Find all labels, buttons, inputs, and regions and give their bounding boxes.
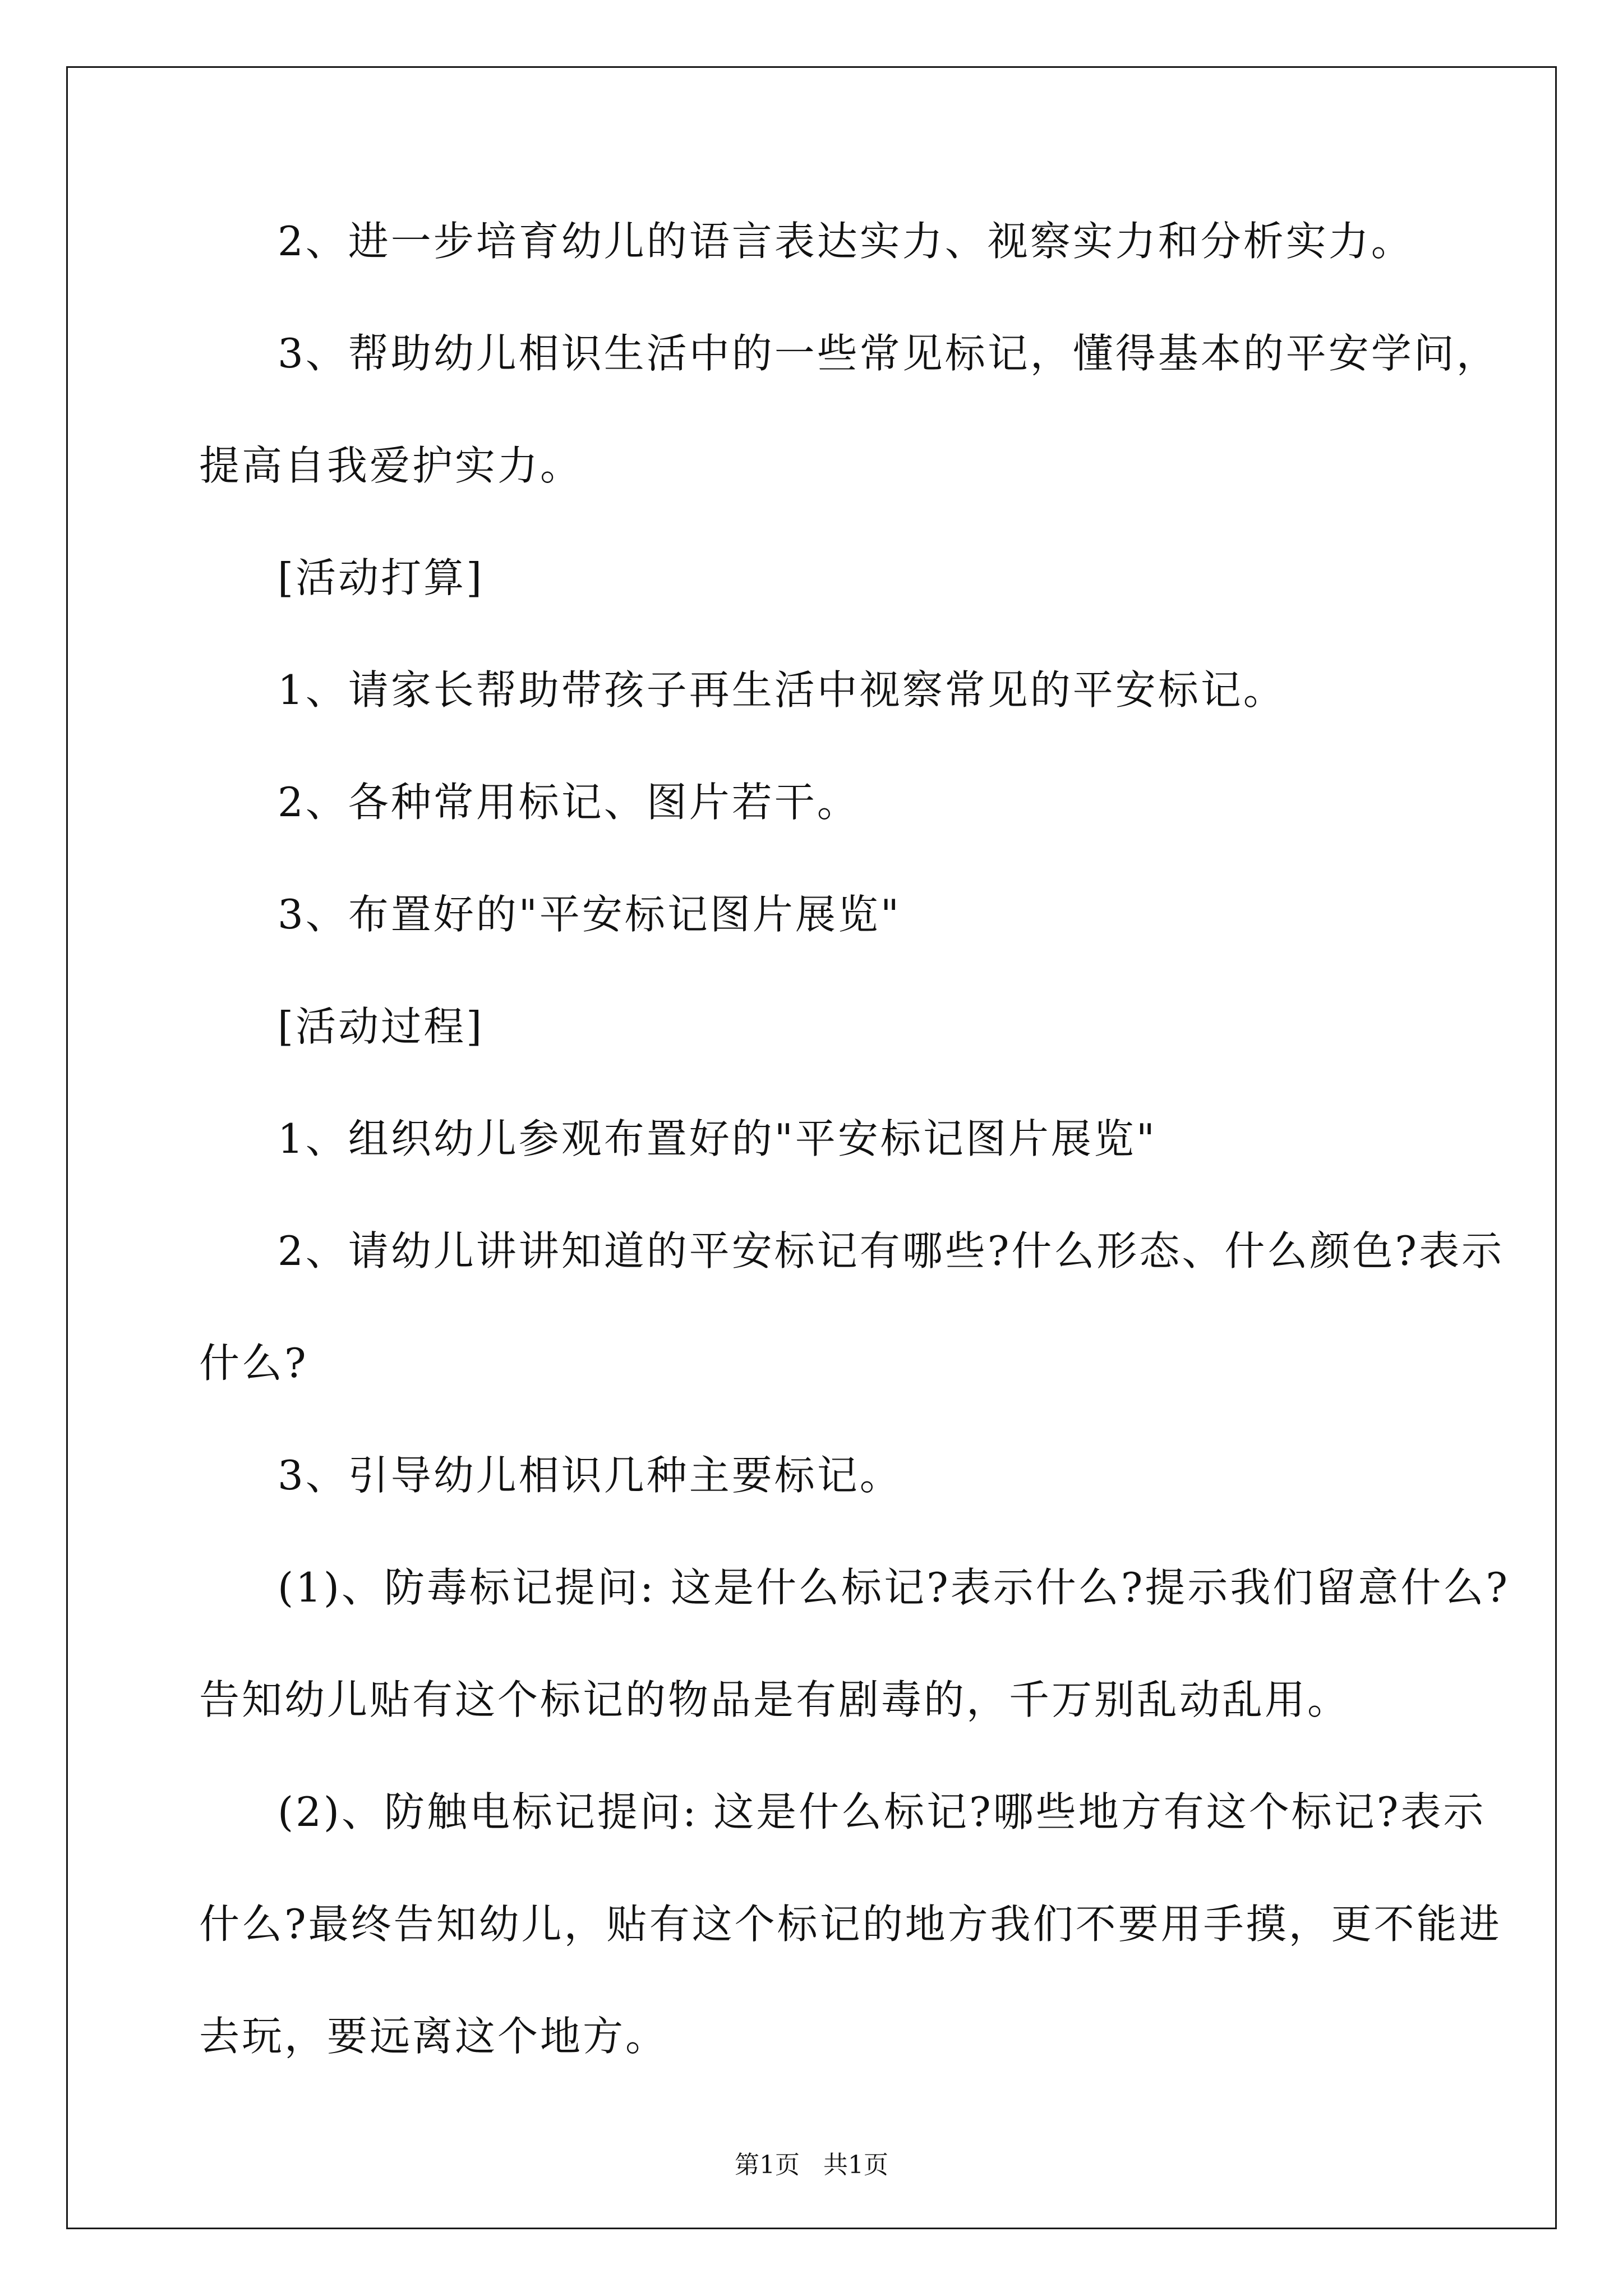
paragraph-line: 提高自我爱护实力。: [199, 442, 583, 489]
section-heading: [活动打算]: [278, 554, 485, 601]
paragraph-line: 2、各种常用标记、图片若干。: [278, 779, 860, 826]
paragraph-line: 告知幼儿贴有这个标记的物品是有剧毒的，千万别乱动乱用。: [199, 1676, 1350, 1723]
page-number-footer: 第1页 共1页: [735, 2151, 888, 2179]
paragraph-line: 1、组织幼儿参观布置好的"平安标记图片展览": [278, 1115, 1158, 1162]
paragraph-line: 什么?: [199, 1340, 308, 1387]
paragraph-line: (2)、防触电标记提问: 这是什么标记?哪些地方有这个标记?表示: [278, 1788, 1486, 1835]
paragraph-line: 1、请家长帮助带孩子再生活中视察常见的平安标记。: [278, 666, 1286, 714]
paragraph-line: 2、进一步培育幼儿的语言表达实力、视察实力和分析实力。: [278, 218, 1414, 265]
paragraph-line: 3、帮助幼儿相识生活中的一些常见标记，懂得基本的平安学问，: [278, 330, 1499, 377]
section-heading: [活动过程]: [278, 1003, 485, 1050]
paragraph-line: 什么?最终告知幼儿，贴有这个标记的地方我们不要用手摸，更不能进: [199, 1901, 1502, 1948]
paragraph-line: 去玩，要远离这个地方。: [199, 2013, 668, 2060]
paragraph-line: (1)、防毒标记提问: 这是什么标记?表示什么?提示我们留意什么?: [278, 1564, 1510, 1611]
paragraph-line: 3、布置好的"平安标记图片展览": [278, 891, 902, 938]
paragraph-line: 3、引导幼儿相识几种主要标记。: [278, 1452, 902, 1499]
paragraph-line: 2、请幼儿讲讲知道的平安标记有哪些?什么形态、什么颜色?表示: [278, 1227, 1505, 1274]
